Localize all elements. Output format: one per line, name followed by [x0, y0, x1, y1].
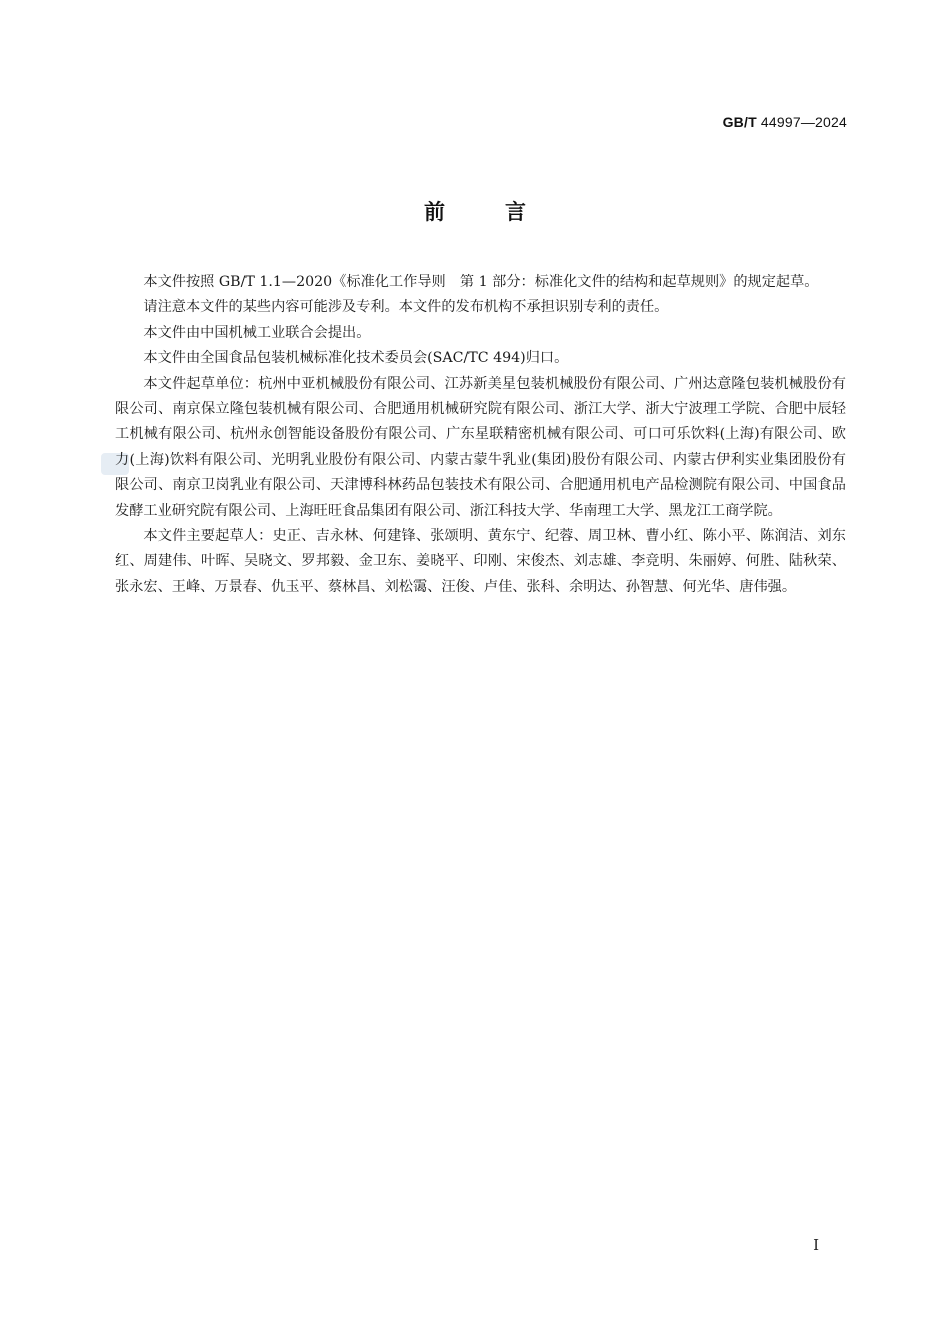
- page-title: 前言: [424, 200, 586, 224]
- paragraph-drafting-units: 本文件起草单位：杭州中亚机械股份有限公司、江苏新美星包装机械股份有限公司、广州达意隆包装机械股份有限公司、南京保立隆包装机械有限公司、合肥通用机械研究院有限公司、浙江大学、浙大宁波理工学院、合肥中辰轻工机械有限公司、杭州永创智能设备股份有限公司、广东星联精密机械有限公司、可口可乐饮料(上海)有限公司、欧力(上海)饮料有限公司、光明乳业股份有限公司、内蒙古蒙牛乳业(集团)股份有限公司、内蒙古伊利实业集团股份有限公司、南京卫岗乳业有限公司、天津博科林药品包装技术有限公司、合肥通用机电产品检测院有限公司、中国食品发酵工业研究院有限公司、上海旺旺食品集团有限公司、浙江科技大学、华南理工大学、黑龙江工商学院。: [115, 375, 846, 519]
- standard-code-prefix: GB/T: [722, 114, 757, 130]
- paragraph-drafting-rules: 本文件按照 GB/T 1.1—2020《标准化工作导则 第 1 部分：标准化文件的结构和起草规则》的规定起草。: [143, 274, 819, 290]
- paragraph-drafters: 本文件主要起草人：史正、吉永林、何建锋、张颂明、黄东宁、纪蓉、周卫林、曹小红、陈小平、陈润洁、刘东红、周建伟、叶晖、吴晓文、罗邦毅、金卫东、姜晓平、印刚、宋俊杰、刘志雄、李竞明、朱丽婷、何胜、陆秋荣、张永宏、王峰、万景春、仇玉平、蔡林昌、刘松霭、汪俊、卢佳、张科、余明达、孙智慧、何光华、唐伟强。: [115, 528, 846, 595]
- page-number: I: [813, 1236, 819, 1254]
- paragraph-proposer: 本文件由中国机械工业联合会提出。: [143, 324, 371, 341]
- paragraph-patent-notice: 请注意本文件的某些内容可能涉及专利。本文件的发布机构不承担识别专利的责任。: [143, 299, 669, 316]
- standard-code-number: 44997—2024: [760, 114, 847, 130]
- standard-code: [723, 114, 847, 130]
- paragraph-committee: 本文件由全国食品包装机械标准化技术委员会(SAC/TC 494)归口。: [143, 350, 569, 367]
- foreword-body: [115, 270, 846, 600]
